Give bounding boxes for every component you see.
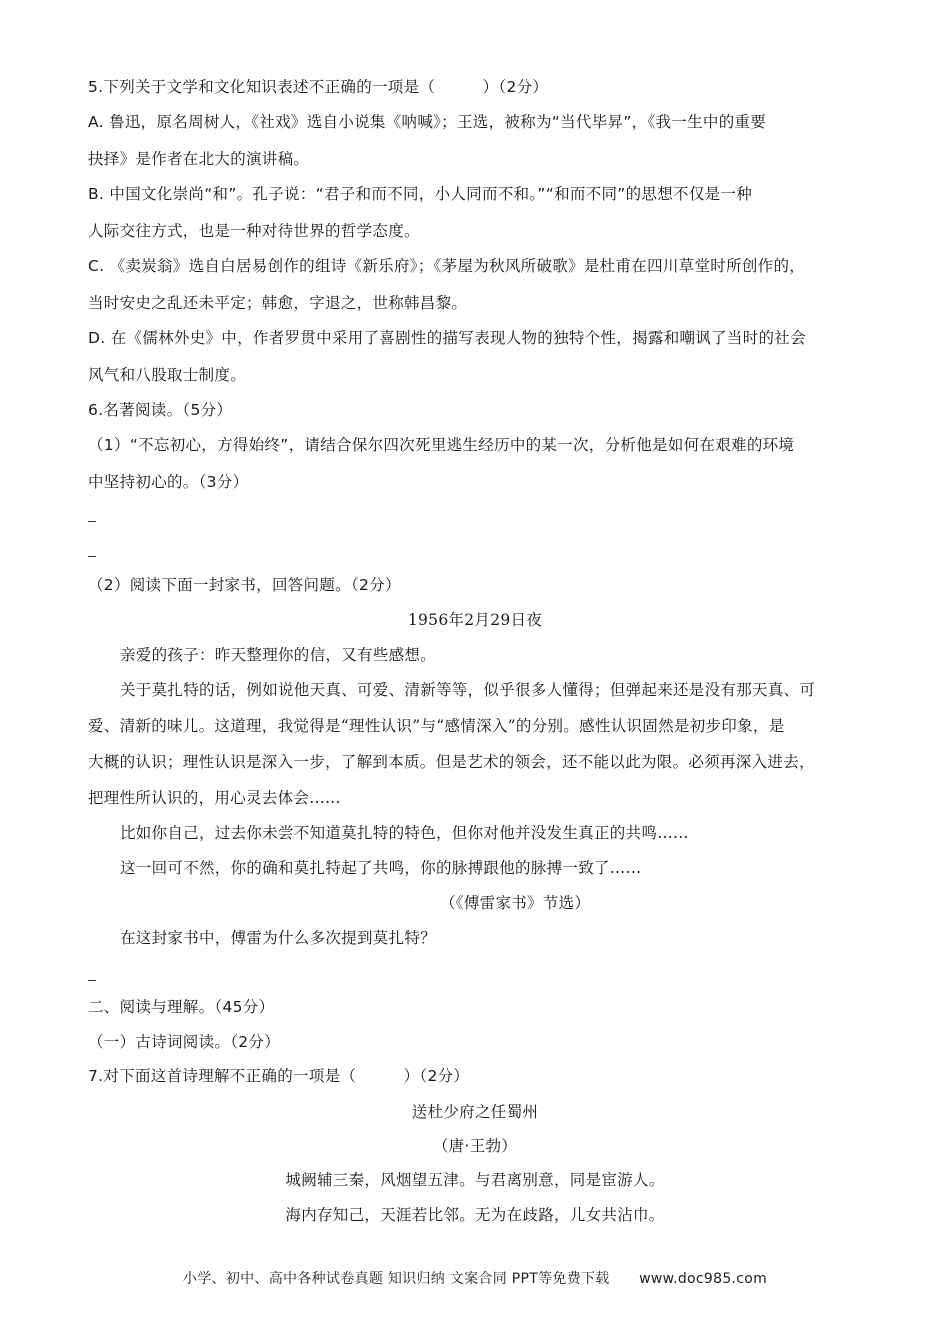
option-d-line-2: 风气和八股取士制度。: [88, 366, 247, 384]
option-c-line-1: C. 《卖炭翁》选自白居易创作的组诗《新乐府》；《茅屋为秋风所破歌》是杜甫在四川草堂时所创作的，: [88, 257, 806, 275]
section-2-heading: 二、阅读与理解。（45分）: [88, 998, 275, 1016]
page-footer: [0, 1268, 950, 1290]
answer-blank[interactable]: [88, 980, 96, 981]
letter-line: 爱、清新的味儿。这道理，我觉得是“理性认识”与“感情深入”的分别。感性认识固然是初步印象，是: [88, 717, 785, 735]
option-a-line-2: 抉择》是作者在北大的演讲稿。: [88, 150, 310, 168]
subsection-heading: （一）古诗词阅读。（2分）: [88, 1033, 281, 1051]
letter-source: （《傅雷家书》节选）: [440, 894, 591, 912]
question-6-part-1-line-2: 中坚持初心的。（3分）: [88, 473, 249, 491]
question-7-stem: 7.对下面这首诗理解不正确的一项是（ ）（2分）: [88, 1067, 470, 1085]
footer-link[interactable]: www.doc985.com: [639, 1271, 768, 1287]
question-6-part-1-line-1: （1）“不忘初心，方得始终”，请结合保尔四次死里逃生经历中的某一次，分析他是如何在艰难的环境: [88, 436, 795, 454]
option-b-line-1: B. 中国文化崇尚“和”。孔子说：“君子和而不同，小人同而不和。”“和而不同”的思想不仅是一种: [88, 185, 753, 203]
question-6-part-2-question: 在这封家书中，傅雷为什么多次提到莫扎特？: [120, 929, 437, 947]
poem-line: 城阙辅三秦，风烟望五津。与君离别意，同是宦游人。: [285, 1171, 665, 1189]
question-5-stem: 5.下列关于文学和文化知识表述不正确的一项是（ ）（2分）: [88, 78, 549, 96]
letter-line: 比如你自己，过去你未尝不知道莫扎特的特色，但你对他并没发生真正的共鸣……: [120, 824, 689, 842]
option-d-line-1: D. 在《儒林外史》中，作者罗贯中采用了喜剧性的描写表现人物的独特个性，揭露和嘲讽了当时的社会: [88, 329, 806, 347]
option-a-line-1: A. 鲁迅，原名周树人，《社戏》选自小说集《呐喊》；王选，被称为“当代毕昇”，《我一生中的重要: [88, 113, 767, 131]
letter-line: 把理性所认识的，用心灵去体会……: [88, 789, 341, 807]
answer-blank[interactable]: [88, 521, 96, 522]
poem-line: 海内存知己，天涯若比邻。无为在歧路，儿女共沾巾。: [285, 1206, 665, 1224]
poem-author: （唐·王勃）: [432, 1137, 518, 1155]
poem-title: 送杜少府之任蜀州: [411, 1103, 539, 1121]
letter-line: 关于莫扎特的话，例如说他天真、可爱、清新等等，似乎很多人懂得；但弹起来还是没有那天真、可: [120, 681, 816, 699]
letter-salutation: 亲爱的孩子：昨天整理你的信，又有些感想。: [120, 646, 437, 664]
footer-text: 小学、初中、高中各种试卷真题 知识归纳 文案合同 PPT等免费下载: [182, 1271, 610, 1287]
letter-line: 大概的认识；理性认识是深入一步，了解到本质。但是艺术的领会，还不能以此为限。必须再深入进去，: [88, 753, 815, 771]
letter-line: 这一回可不然，你的确和莫扎特起了共鸣，你的脉搏跟他的脉搏一致了……: [120, 859, 642, 877]
answer-blank[interactable]: [88, 556, 96, 557]
question-6-part-2: （2）阅读下面一封家书，回答问题。（2分）: [88, 576, 401, 594]
option-c-line-2: 当时安史之乱还未平定；韩愈，字退之，世称韩昌黎。: [88, 294, 468, 312]
question-6-stem: 6.名著阅读。（5分）: [88, 401, 233, 419]
option-b-line-2: 人际交往方式，也是一种对待世界的哲学态度。: [88, 222, 420, 240]
letter-date: 1956年2月29日夜: [407, 611, 543, 629]
